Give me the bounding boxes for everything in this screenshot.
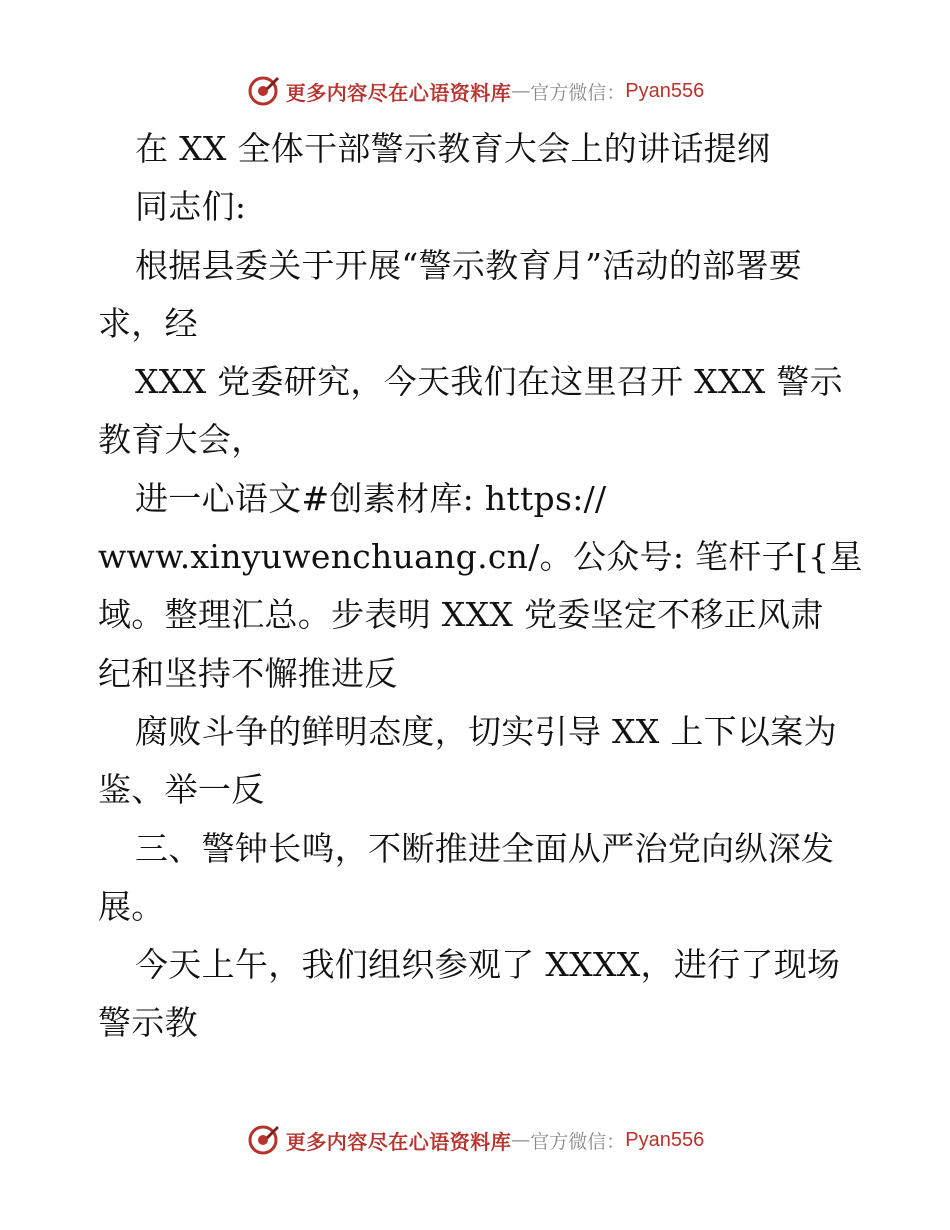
header-banner <box>0 71 950 111</box>
text-line: 求，经 <box>98 303 198 343</box>
text-line: 进一心语文#创素材库: https:// <box>135 478 607 518</box>
banner-wechat-id: Pyan556 <box>625 1128 705 1151</box>
salutation: 同志们: <box>135 187 247 227</box>
pen-logo-icon <box>246 74 280 108</box>
text-line: www.xinyuwenchuang.cn/。公众号: 笔杆子[{星 <box>98 537 863 577</box>
text-line: 根据县委关于开展“警示教育月”活动的部署要 <box>135 245 803 285</box>
text-line: 三、警钟长鸣，不断推进全面从严治党向纵深发 <box>135 828 835 868</box>
text-line: 展。 <box>98 886 165 926</box>
banner-official-label: 官方微信： <box>530 1130 626 1153</box>
footer-banner <box>0 1120 950 1160</box>
text-line: 警示教 <box>98 1003 198 1043</box>
banner-dash: — <box>511 1129 531 1151</box>
banner-slogan: 更多内容尽在心语资料库 <box>285 1129 512 1154</box>
document-title: 在 XX 全体干部警示教育大会上的讲话提纲 <box>135 129 771 168</box>
banner-slogan: 更多内容尽在心语资料库 <box>285 80 512 105</box>
banner-wechat-id: Pyan556 <box>625 79 705 102</box>
text-line: XXX 党委研究，今天我们在这里召开 XXX 警示 <box>135 362 843 402</box>
banner-dash: — <box>511 80 531 102</box>
text-line: 腐败斗争的鲜明态度，切实引导 XX 上下以案为 <box>135 711 837 751</box>
document-body <box>98 120 863 1053</box>
text-line: 鉴、举一反 <box>98 770 265 810</box>
text-line: 今天上午，我们组织参观了 XXXX，进行了现场 <box>135 945 841 985</box>
text-line: 域。整理汇总。步表明 XXX 党委坚定不移正风肃 <box>98 595 824 635</box>
text-line: 纪和坚持不懈推进反 <box>98 653 398 693</box>
pen-logo-icon <box>246 1123 280 1157</box>
banner-official-label: 官方微信： <box>530 81 626 104</box>
text-line: 教育大会， <box>98 420 265 460</box>
